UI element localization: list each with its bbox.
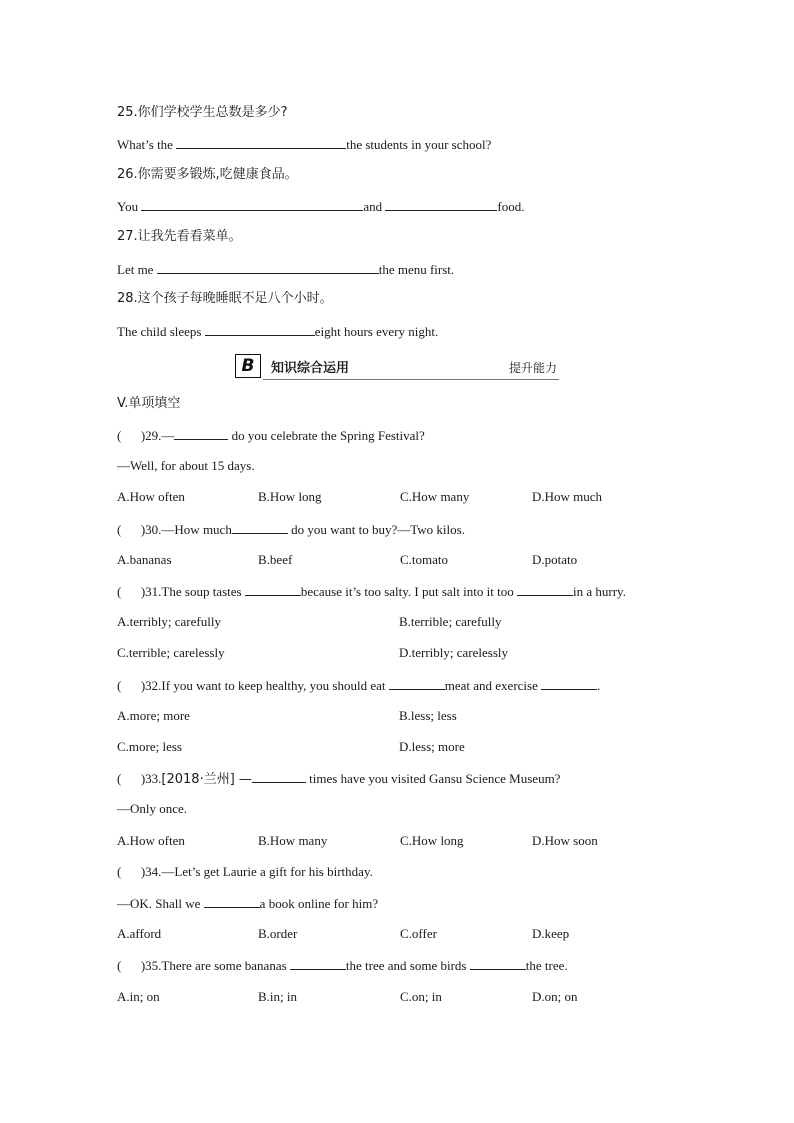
text: [2018·兰州] — <box>161 772 252 787</box>
question-32: ( )32.If you want to keep healthy, you should eat meat and exercise . <box>117 678 601 693</box>
text: meat and exercise <box>444 678 542 693</box>
blank[interactable] <box>157 261 379 274</box>
blank[interactable] <box>385 198 497 211</box>
option-35-c[interactable]: C.on; in <box>400 989 442 1004</box>
text: The child sleeps <box>117 324 205 339</box>
option-32-c[interactable]: C.more; less <box>117 739 182 754</box>
option-31-b[interactable]: B.terrible; carefully <box>399 614 502 629</box>
answer-line-27 <box>117 261 454 278</box>
option-32-a[interactable]: A.more; more <box>117 708 190 723</box>
text: do you want to buy?—Two kilos. <box>287 522 465 537</box>
option-31-c[interactable]: C.terrible; carelessly <box>117 645 225 660</box>
blank <box>389 677 445 690</box>
text: If you want to keep healthy, you should eat <box>161 678 389 693</box>
question-34-reply <box>117 895 378 912</box>
blank[interactable] <box>176 136 346 149</box>
question-34: ( )34.—Let’s get Laurie a gift for his birthday. <box>117 864 373 879</box>
blank <box>232 521 288 534</box>
section-b-logo: B <box>235 354 261 378</box>
text: the menu first. <box>378 262 455 277</box>
answer-bracket[interactable]: ( ) <box>117 522 146 537</box>
text: What’s the <box>117 137 177 152</box>
answer-bracket[interactable]: ( ) <box>117 958 146 973</box>
text: do you celebrate the Spring Festival? <box>228 428 425 443</box>
question-number: 29 <box>145 428 159 443</box>
question-35: ( )35.There are some bananas the tree and some birds the tree. <box>117 958 568 973</box>
answer-bracket[interactable]: ( ) <box>117 864 146 879</box>
option-29-c[interactable]: C.How many <box>400 489 470 504</box>
answer-line-25 <box>117 136 491 153</box>
option-31-d[interactable]: D.terribly; carelessly <box>399 645 509 660</box>
answer-bracket[interactable]: ( ) <box>117 678 146 693</box>
text: . <box>597 678 601 693</box>
blank <box>541 677 597 690</box>
prompt-28: 28.这个孩子每晚睡眠不足八个小时。 <box>117 291 333 306</box>
text: eight hours every night. <box>314 324 439 339</box>
option-30-c[interactable]: C.tomato <box>400 552 449 567</box>
text: —Let’s get Laurie a gift for his birthday. <box>161 864 373 879</box>
blank <box>517 583 573 596</box>
text: the tree and some birds <box>345 958 470 973</box>
answer-line-28 <box>117 323 438 340</box>
blank <box>245 583 301 596</box>
question-33-reply: —Only once. <box>117 801 188 816</box>
option-29-a[interactable]: A.How often <box>117 489 185 504</box>
question-number: 33 <box>145 771 159 786</box>
option-32-d[interactable]: D.less; more <box>399 739 465 754</box>
option-35-d[interactable]: D.on; on <box>532 989 578 1004</box>
option-29-b[interactable]: B.How long <box>258 489 322 504</box>
blank <box>174 427 228 440</box>
question-33: ( )33.[2018·兰州] — times have you visited Gansu Science Museum? <box>117 771 561 787</box>
blank <box>290 957 346 970</box>
text: the tree. <box>525 958 568 973</box>
banner-subtitle: 提升能力 <box>508 361 557 375</box>
text: and <box>363 199 386 214</box>
text: —How much <box>161 522 232 537</box>
question-number: 34 <box>145 864 159 879</box>
question-29: ( )29.— do you celebrate the Spring Festival? <box>117 428 425 443</box>
question-31: ( )31.The soup tastes because it’s too salty. I put salt into it too in a hurry. <box>117 584 626 599</box>
blank[interactable] <box>141 198 363 211</box>
text: You <box>117 199 142 214</box>
question-number: 30 <box>145 522 159 537</box>
prompt-25: 25.你们学校学生总数是多少? <box>117 105 288 120</box>
blank <box>204 895 260 908</box>
text: The soup tastes <box>161 584 245 599</box>
text: times have you visited Gansu Science Museum? <box>305 771 561 786</box>
option-30-b[interactable]: B.beef <box>258 552 293 567</box>
option-32-b[interactable]: B.less; less <box>399 708 457 723</box>
option-31-a[interactable]: A.terribly; carefully <box>117 614 221 629</box>
prompt-26: 26.你需要多锻炼,吃健康食品。 <box>117 167 298 182</box>
blank <box>470 957 526 970</box>
text: the students in your school? <box>346 137 492 152</box>
answer-bracket[interactable]: ( ) <box>117 584 146 599</box>
option-30-d[interactable]: D.potato <box>532 552 578 567</box>
section-title: V.单项填空 <box>117 396 181 411</box>
option-35-a[interactable]: A.in; on <box>117 989 160 1004</box>
option-33-b[interactable]: B.How many <box>258 833 328 848</box>
answer-bracket[interactable]: ( ) <box>117 771 146 786</box>
text: Let me <box>117 262 157 277</box>
question-30: ( )30.—How much do you want to buy?—Two kilos. <box>117 522 465 537</box>
answer-bracket[interactable]: ( ) <box>117 428 146 443</box>
question-number: 31 <box>145 584 159 599</box>
text: because it’s too salty. I put salt into it too <box>300 584 517 599</box>
option-30-a[interactable]: A.bananas <box>117 552 172 567</box>
text: There are some bananas <box>161 958 290 973</box>
text: —OK. Shall we <box>117 896 204 911</box>
question-number: 35 <box>145 958 159 973</box>
option-33-a[interactable]: A.How often <box>117 833 185 848</box>
answer-line-26 <box>117 198 524 215</box>
option-35-b[interactable]: B.in; in <box>258 989 298 1004</box>
text: — <box>161 428 175 443</box>
option-34-c[interactable]: C.offer <box>400 926 437 941</box>
section-banner <box>235 354 559 380</box>
text: food. <box>497 199 525 214</box>
banner-underline <box>263 379 559 380</box>
text: a book online for him? <box>259 896 379 911</box>
option-29-d[interactable]: D.How much <box>532 489 603 504</box>
option-34-b[interactable]: B.order <box>258 926 298 941</box>
prompt-27: 27.让我先看看菜单。 <box>117 229 242 244</box>
banner-title: 知识综合运用 <box>271 361 350 376</box>
option-33-d[interactable]: D.How soon <box>532 833 598 848</box>
option-33-c[interactable]: C.How long <box>400 833 464 848</box>
question-number: 32 <box>145 678 159 693</box>
option-34-a[interactable]: A.afford <box>117 926 162 941</box>
text: in a hurry. <box>573 584 626 599</box>
blank <box>252 770 306 783</box>
question-29-reply: —Well, for about 15 days. <box>117 458 255 473</box>
option-34-d[interactable]: D.keep <box>532 926 570 941</box>
blank[interactable] <box>205 323 315 336</box>
